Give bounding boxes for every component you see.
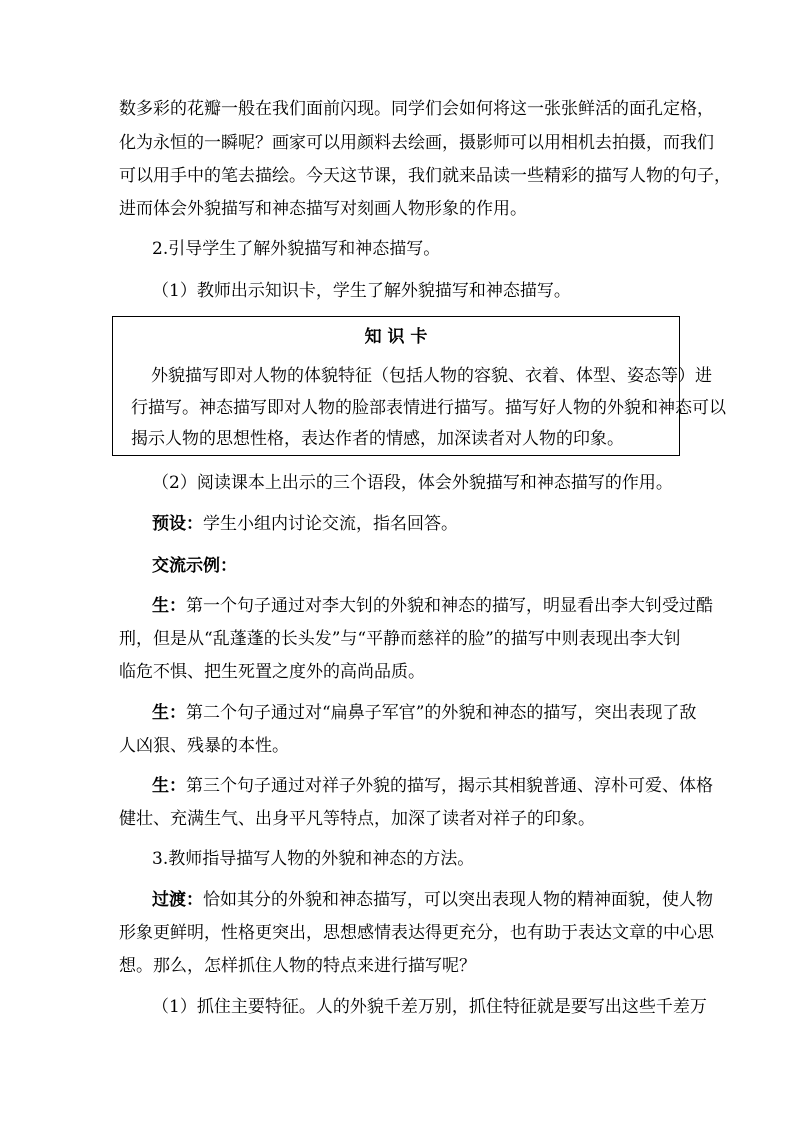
transition-line-3: 想。那么，怎样抓住人物的特点来进行描写呢？ (119, 956, 476, 976)
step-2-heading: 2.引导学生了解外貌描写和神态描写。 (152, 239, 441, 259)
knowledge-card (112, 316, 726, 456)
student-1-label: 生： (152, 596, 186, 616)
knowledge-card-line-1: 外貌描写即对人物的体貌特征（包括人物的容貌、衣着、体型、姿态等）进 (151, 366, 712, 386)
intro-line-3: 可以用手中的笔去描绘。今天这节课，我们就来品读一些精彩的描写人物的句子， (119, 166, 731, 186)
student-2-line-1: 生：第二个句子通过对“扁鼻子军官”的外貌和神态的描写，突出表现了敌 (152, 703, 697, 723)
knowledge-card-title: 知 识 卡 (364, 327, 428, 347)
intro-line-1: 数多彩的花瓣一般在我们面前闪现。同学们会如何将这一张张鲜活的面孔定格， (119, 99, 714, 119)
knowledge-card-line-2: 行描写。神态描写即对人物的脸部表情进行描写。描写好人物的外貌和神态可以 (131, 398, 726, 418)
student-1-line-3: 临危不惧、把生死置之度外的高尚品质。 (119, 662, 425, 682)
step-3-heading: 3.教师指导描写人物的外貌和神态的方法。 (152, 849, 475, 869)
example-label: 交流示例： (152, 556, 237, 576)
knowledge-card-line-3: 揭示人物的思想性格，表达作者的情感，加深读者对人物的印象。 (131, 429, 624, 449)
student-3-line-1: 生：第三个句子通过对祥子外貌的描写，揭示其相貌普通、淳朴可爱、体格 (152, 776, 713, 796)
transition-label: 过渡： (152, 890, 203, 910)
student-2-line-2: 人凶狠、残暴的本性。 (119, 736, 289, 756)
intro-line-4: 进而体会外貌描写和神态描写对刻画人物形象的作用。 (119, 199, 527, 219)
preset-paragraph (152, 512, 458, 536)
transition-line-2: 形象更鲜明，性格更突出，思想感情表达得更充分，也有助于表达文章的中心思 (119, 923, 714, 943)
student-3-label: 生： (152, 776, 186, 796)
student-2-label: 生： (152, 703, 186, 723)
intro-line-2: 化为永恒的一瞬呢？画家可以用颜料去绘画，摄影师可以用相机去拍摄，而我们 (119, 133, 714, 153)
step-2-2: （2）阅读课本上出示的三个语段，体会外貌描写和神态描写的作用。 (152, 473, 673, 493)
student-1-line-1: 生：第一个句子通过对李大钊的外貌和神态的描写，明显看出李大钊受过酷 (152, 596, 713, 616)
step-2-1: （1）教师出示知识卡，学生了解外貌描写和神态描写。 (152, 281, 571, 301)
student-3-line-2: 健壮、充满生气、出身平凡等特点，加深了读者对祥子的印象。 (119, 809, 595, 829)
step-3-1: （1）抓住主要特征。人的外貌千差万别，抓住特征就是要写出这些千差万 (152, 997, 707, 1017)
preset-label: 预设： (152, 514, 203, 534)
student-1-line-2: 刑，但是从“乱蓬蓬的长头发”与“平静而慈祥的脸”的描写中则表现出李大钊 (119, 629, 681, 649)
transition-line-1: 过渡：恰如其分的外貌和神态描写，可以突出表现人物的精神面貌，使人物 (152, 890, 713, 910)
preset-text: 学生小组内讨论交流，指名回答。 (203, 514, 458, 534)
